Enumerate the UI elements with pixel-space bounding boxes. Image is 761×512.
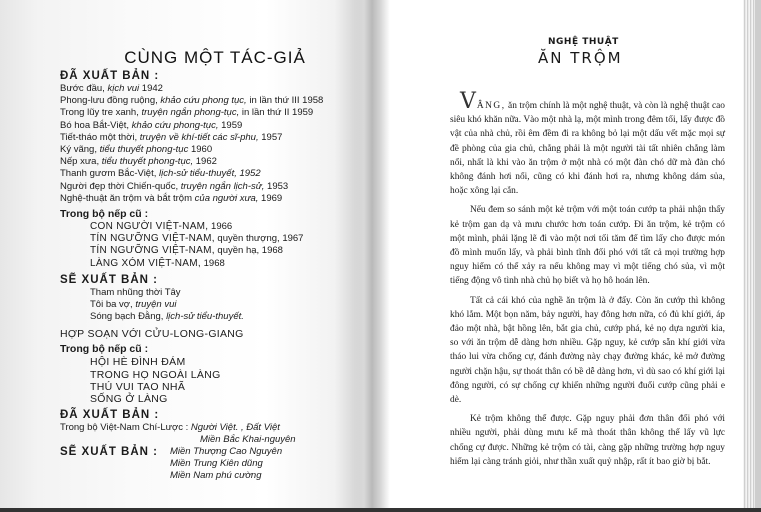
forthcoming-title: Sóng bạch Đằng, bbox=[90, 311, 167, 323]
book-genre: tiểu thuyết phong-tục, bbox=[101, 156, 194, 168]
forthcoming-item bbox=[60, 287, 350, 299]
book-genre: khảo cứu phong-tục, bbox=[131, 119, 219, 131]
drop-cap: V bbox=[460, 89, 476, 114]
book-genre: truyện về khí-tiết các sĩ-phu, bbox=[139, 131, 259, 143]
book-info: 1962 bbox=[193, 156, 217, 168]
author-bibliography bbox=[60, 48, 350, 482]
chapter-paragraph bbox=[450, 294, 725, 408]
forthcoming-2-list bbox=[170, 446, 282, 482]
series-item bbox=[60, 233, 350, 245]
book-title: Nghệ-thuật ăn trộm và bắt trộm bbox=[60, 192, 195, 204]
series-title: CON NGƯỜI VIỆT-NAM, bbox=[90, 221, 209, 233]
published-item bbox=[60, 144, 350, 156]
book-info: in lần thứ II 1959 bbox=[239, 107, 314, 119]
chapter-paragraph bbox=[450, 412, 725, 469]
forthcoming-genre: truyện vui bbox=[135, 299, 177, 311]
book-genre: khảo cứu phong tục, bbox=[160, 95, 247, 107]
forthcoming-2-item: Miền Thượng Cao Nguyên bbox=[170, 446, 283, 458]
series-title: TÍN NGƯỠNG VIỆT-NAM, bbox=[90, 233, 215, 245]
published-list bbox=[60, 83, 350, 205]
book-info: 1959 bbox=[218, 119, 243, 131]
published-item bbox=[60, 181, 350, 193]
book-genre: truyện ngắn phong-tục, bbox=[141, 107, 240, 119]
collab-series-item: HỘI HÈ ĐÌNH ĐÁM bbox=[90, 356, 186, 369]
forthcoming-genre: lịch-sử tiểu-thuyết. bbox=[166, 311, 244, 323]
paragraph-text: ăn trộm chính là một nghệ thuật, và còn là nghệ thuật cao siêu khó khăn nữa. Vào một nhà lạ, một mình trong đêm tối, lấy được đồ vật của nhà chủ, rồi êm đềm đi ra không bỏ lại một dấu vết mặc mọi sự đề phòng của gia chủ, chẳng phải là một người tài tất nhiên chẳng làm nổi, nhất là khi vào ăn trộm ở một nhà có một đàn chó dữ mà đàn chó không đánh hơi nổi, cũng có khi đánh hơi ra, nhưng không dám sủa, hoặc xông lại cắn. bbox=[450, 101, 725, 197]
published-item bbox=[60, 95, 350, 107]
collab-series-item: THÚ VUI TAO NHÃ bbox=[90, 380, 186, 393]
chapter-title: ĂN TRỘM bbox=[538, 49, 623, 67]
series-item bbox=[60, 258, 350, 270]
paragraph-text: Nếu đem so sánh một kẻ trộm với một toán cướp ta phải nhận thấy kẻ trộm gan dạ và mưu chước hơn toán cướp. Đi ăn trộm, kẻ trộm có một mình, phải lặng lẽ đi vào một nơi tối tăm để tìm lấy cho được món đồ mình muốn lấy, và phải bình tĩnh đối phó với tất cả mọi trường hợp nguy hiểm có thể xảy ra nếu không may vì một tiếng chó sủa, vì một tiếng động vô tình nhà chủ họ biết và họ hô hoán lên. bbox=[450, 205, 725, 287]
chiluoc-prefix: Trong bộ Việt-Nam Chí-Lược : bbox=[60, 422, 191, 434]
published-item bbox=[60, 156, 350, 168]
page-edges bbox=[743, 0, 761, 508]
forthcoming-item bbox=[60, 299, 350, 311]
collab-series-item: TRONG HỌ NGOÀI LÀNG bbox=[90, 368, 221, 381]
chiluoc-entry bbox=[60, 422, 350, 446]
book-info: 1953 bbox=[264, 180, 289, 192]
book-title: Thanh gươm Bắc-Việt, bbox=[60, 168, 160, 180]
published-item bbox=[60, 132, 350, 144]
section-published: ĐÃ XUẤT BẢN : bbox=[60, 70, 160, 82]
series-list bbox=[60, 221, 350, 270]
forthcoming-list bbox=[60, 287, 350, 324]
bottom-edge bbox=[0, 508, 761, 512]
published-item bbox=[60, 168, 350, 180]
book-info: in lần thứ III 1958 bbox=[246, 95, 324, 107]
book-title: Ký vãng, bbox=[60, 144, 100, 156]
published-item bbox=[60, 83, 350, 95]
series-info: 1966 bbox=[208, 221, 233, 233]
first-word: ÂNG, bbox=[476, 101, 506, 111]
series-info: quyền thượng, 1967 bbox=[214, 233, 304, 245]
book-title: Bó hoa Bắt-Việt, bbox=[60, 119, 132, 131]
forthcoming-2-item: Miền Nam phú cường bbox=[170, 470, 262, 482]
series-item bbox=[60, 245, 350, 257]
book-title: Người đẹp thời Chiến-quốc, bbox=[60, 180, 181, 192]
series-info: quyền hạ, 1968 bbox=[214, 245, 283, 257]
published-item bbox=[60, 120, 350, 132]
book-title: Tiết-tháo một thời, bbox=[60, 131, 140, 143]
chiluoc-sub: Miền Bắc Khai-nguyên bbox=[200, 434, 296, 446]
book-info: 1942 bbox=[139, 83, 163, 94]
chiluoc-titles: Người Việt. , Đất Việt bbox=[190, 422, 280, 434]
chapter-kicker: NGHỆ THUẬT bbox=[548, 37, 619, 47]
book-info: 1969 bbox=[258, 192, 283, 204]
section-forthcoming: SẼ XUẤT BẢN : bbox=[60, 273, 158, 286]
forthcoming-item bbox=[60, 311, 350, 323]
collab-series-item: SỐNG Ở LÀNG bbox=[90, 393, 168, 406]
collab-series-label: Trong bộ nếp cũ : bbox=[60, 343, 149, 356]
book-genre: lịch-sử tiểu-thuyết, 1952 bbox=[159, 168, 261, 180]
paragraph-text: Kẻ trộm không thể được. Gặp nguy phải đơn thân đối phó với nhiều người, phải dùng mưu kế mà thoát thân không thể lấy vũ lực chống cự được. Những kẻ trộm có tài, càng gặp những trường hợp nguy hiểm lại càng tránh giỏi, như thần xuất quỷ nhập, rất ít bao giờ bị bắt. bbox=[450, 414, 725, 467]
book-genre: của người xưa, bbox=[194, 192, 259, 204]
chapter-paragraph bbox=[450, 203, 725, 288]
collab-series-list bbox=[60, 356, 350, 405]
collab-heading: HỢP SOẠN VỚI CỬU-LONG-GIANG bbox=[60, 328, 244, 341]
series-item bbox=[60, 221, 350, 233]
book-title: Nếp xưa, bbox=[60, 156, 102, 168]
book-title: Trong lũy tre xanh, bbox=[60, 107, 142, 119]
book-genre: kịch vui bbox=[107, 83, 140, 94]
section-published-2: ĐÃ XUẤT BẢN : bbox=[60, 409, 160, 422]
forthcoming-2-item: Miền Trung Kiên dũng bbox=[170, 458, 263, 470]
series-info: 1968 bbox=[200, 257, 225, 269]
forthcoming-title: Tham nhũng thời Tây bbox=[90, 286, 181, 298]
published-item bbox=[60, 107, 350, 119]
paragraph-text: Tất cả cái khó của nghề ăn trộm là ở đấy. Còn ăn cướp thì không khó lắm. Một bọn năm, bảy người, hay đông hơn nữa, có đủ khí giới, áp đảo một nhà, bật hồng lên, bắt gia chủ, cướp phá, kẻ nọ dựa người kia, so với ăn trộm dễ dàng hơn nhiều. Gặp nguy, kẻ cướp sẵn khí giới vừa tháo lui vừa chống cự, đánh đường này chạy đường khác, kẻ mở đường người chặn hậu, sự thoát thân có bề dễ dàng hơn, vì dù sao có khí giới lại đông người, có sự chống cự khiến những người đuổi cướp cũng phải e dè. bbox=[450, 295, 725, 406]
series-title: TÍN NGƯỠNG VIỆT-NAM, bbox=[90, 245, 215, 257]
published-item bbox=[60, 193, 350, 205]
book-gutter bbox=[350, 0, 390, 508]
book-info: 1957 bbox=[258, 131, 283, 143]
chapter-body bbox=[450, 89, 725, 474]
section-forthcoming-2: SẼ XUẤT BẢN : bbox=[60, 446, 158, 459]
book-genre: truyện ngắn lịch-sử, bbox=[180, 180, 265, 192]
forthcoming-title: Tôi ba vợ, bbox=[90, 299, 136, 311]
bibliography-title: CÙNG MỘT TÁC-GIẢ bbox=[124, 48, 306, 67]
forthcoming-2 bbox=[60, 446, 350, 482]
series-label: Trong bộ nếp cũ : bbox=[60, 208, 149, 221]
chapter-paragraph bbox=[450, 89, 725, 198]
book-genre: tiểu thuyết phong-tục bbox=[99, 144, 189, 156]
book-title: Bước đầu, bbox=[60, 83, 108, 94]
series-title: LÀNG XÓM VIỆT-NAM, bbox=[90, 257, 201, 269]
book-info: 1960 bbox=[188, 144, 213, 156]
book-title: Phong-lưu đồng ruộng, bbox=[60, 95, 161, 107]
